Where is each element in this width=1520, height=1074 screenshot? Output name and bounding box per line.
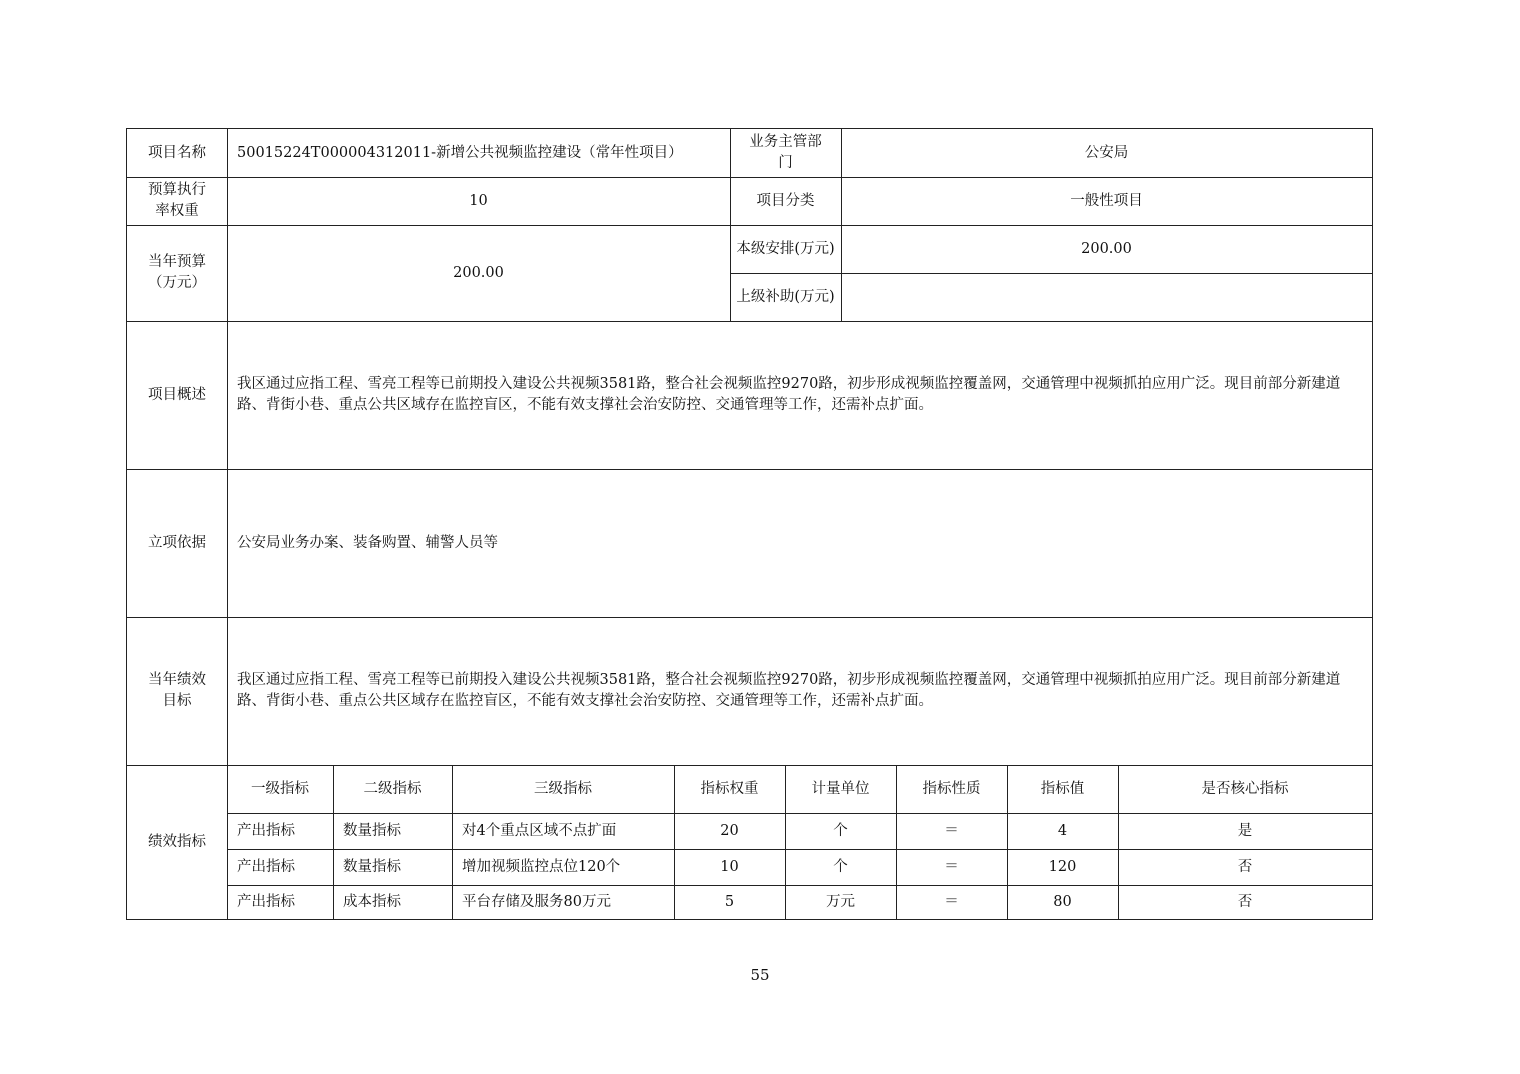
project-name-label: 项目名称: [148, 144, 206, 161]
department-value: 公安局: [1084, 144, 1129, 161]
overview-label: 项目概述: [148, 386, 206, 403]
indicator-cell: 产出指标: [237, 893, 295, 910]
category-label: 项目分类: [756, 192, 815, 209]
execution-weight-label: 预算执行率权重: [148, 182, 206, 219]
indicator-cell: 对4个重点区域不点扩面: [462, 822, 617, 839]
indicator-cell: 否: [1237, 893, 1253, 910]
basis-label: 立项依据: [148, 534, 206, 551]
upper-subsidy-label: 上级补助(万元): [736, 288, 835, 305]
performance-table: [126, 128, 1373, 920]
upper-subsidy-value: [841, 273, 1372, 321]
indicator-cell: 10: [720, 858, 739, 875]
indicator-header: 计量单位: [811, 780, 870, 797]
indicator-cell: 数量指标: [343, 858, 401, 875]
indicator-cell: 否: [1237, 858, 1253, 875]
indicator-cell: 产出指标: [237, 822, 295, 839]
indicator-cell: 20: [720, 822, 739, 839]
indicator-header: 指标性质: [922, 780, 981, 797]
department-label: 业务主管部门: [749, 134, 822, 171]
indicator-header: 三级指标: [534, 780, 592, 797]
local-allocation-value: 200.00: [1081, 240, 1132, 257]
indicator-cell: 4: [1057, 822, 1068, 839]
indicator-cell: 万元: [826, 893, 855, 910]
basis-text: 公安局业务办案、装备购置、辅警人员等: [237, 534, 498, 551]
indicator-header: 是否核心指标: [1201, 780, 1289, 797]
indicator-cell: ＝: [944, 858, 959, 875]
indicator-header: 二级指标: [363, 780, 422, 797]
indicator-cell: 产出指标: [237, 858, 295, 875]
indicator-cell: ＝: [944, 893, 959, 910]
annual-budget-label: 当年预算（万元）: [148, 254, 206, 291]
annual-budget-value: 200.00: [453, 264, 504, 281]
indicator-cell: 成本指标: [343, 893, 401, 910]
indicator-cell: 个: [833, 822, 848, 839]
indicator-cell: ＝: [944, 822, 959, 839]
goal-text: 我区通过应指工程、雪亮工程等已前期投入建设公共视频3581路，整合社会视频监控9270路，初步形成视频监控覆盖网，交通管理中视频抓拍应用广泛。现目前部分新建道路、背街小巷、重点公共区域存在监控盲区，不能有效支撑社会治安防控、交通管理等工作，还需补点扩面。: [237, 672, 1341, 709]
overview-text: 我区通过应指工程、雪亮工程等已前期投入建设公共视频3581路，整合社会视频监控9270路，初步形成视频监控覆盖网，交通管理中视频抓拍应用广泛。现目前部分新建道路、背街小巷、重点公共区域存在监控盲区，不能有效支撑社会治安防控、交通管理等工作，还需补点扩面。: [237, 376, 1341, 413]
indicator-cell: 平台存储及服务80万元: [462, 893, 611, 910]
indicator-header: 指标权重: [700, 780, 759, 797]
indicators-label: 绩效指标: [148, 833, 206, 850]
indicator-cell: 80: [1053, 893, 1072, 910]
indicator-header: 一级指标: [251, 780, 309, 797]
execution-weight-value: 10: [469, 192, 488, 209]
local-allocation-label: 本级安排(万元): [736, 240, 835, 257]
indicator-cell: 120: [1048, 858, 1077, 875]
indicator-cell: 5: [724, 893, 735, 910]
project-name-value: 50015224T000004312011-新增公共视频监控建设（常年性项目）: [237, 144, 683, 161]
category-value: 一般性项目: [1070, 192, 1143, 209]
page-number: 55: [750, 966, 770, 984]
indicator-cell: 是: [1237, 822, 1253, 839]
indicator-cell: 个: [833, 858, 848, 875]
indicator-cell: 数量指标: [343, 822, 401, 839]
goal-label: 当年绩效目标: [148, 672, 206, 709]
indicator-header: 指标值: [1040, 780, 1085, 797]
indicator-cell: 增加视频监控点位120个: [462, 858, 621, 875]
